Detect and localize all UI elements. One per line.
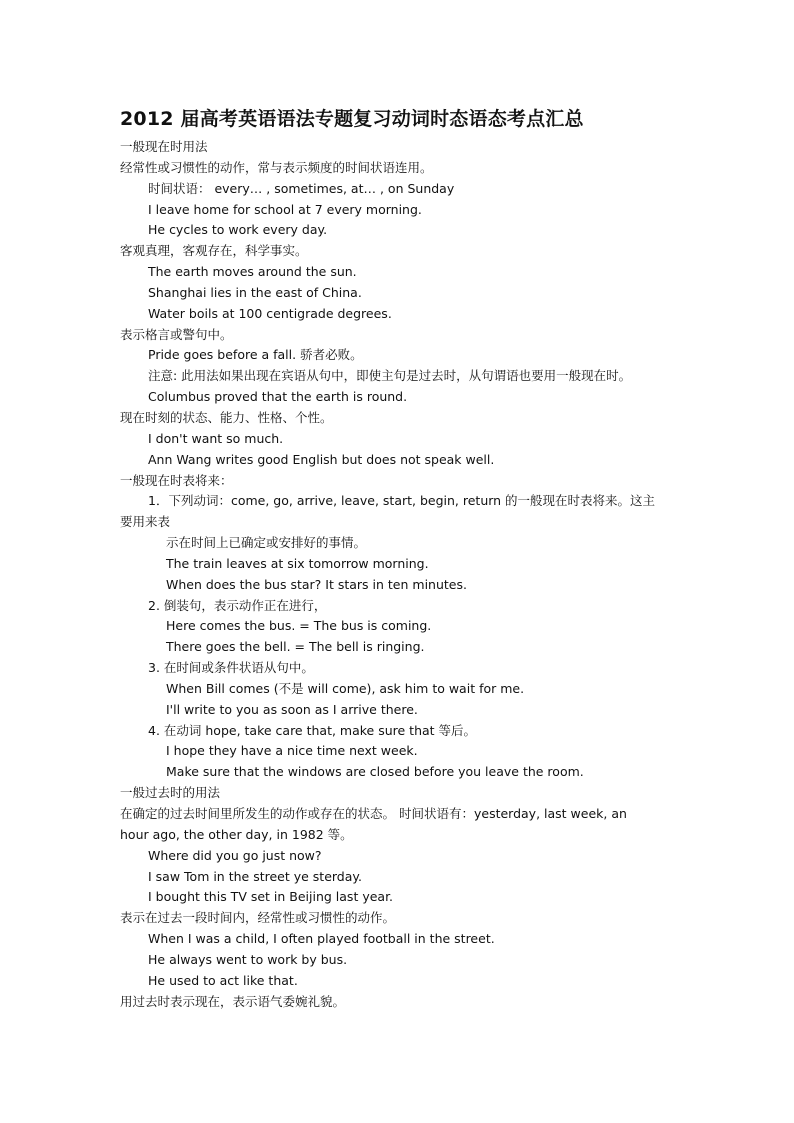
rule-text: 表示格言或警句中。 bbox=[120, 326, 233, 342]
note-line: 注意: 此用法如果出现在宾语从句中，即使主句是过去时，从句谓语也要用一般现在时。 bbox=[148, 368, 632, 384]
example-line: Where did you go just now? bbox=[148, 847, 322, 863]
numbered-rule: 4. 在动词 hope, take care that, make sure that 等后。 bbox=[148, 722, 477, 738]
example-line: When Bill comes (不是 will come), ask him to wait for me. bbox=[166, 680, 525, 696]
example-line: I don't want so much. bbox=[148, 430, 284, 446]
example-line: Here comes the bus. = The bus is coming. bbox=[166, 618, 432, 634]
example-line: Make sure that the windows are closed before you leave the room. bbox=[166, 764, 584, 780]
numbered-rule: 3. 在时间或条件状语从句中。 bbox=[148, 660, 314, 676]
example-line: He cycles to work every day. bbox=[148, 222, 328, 238]
example-line: When I was a child, I often played football in the street. bbox=[148, 931, 495, 947]
section-heading: 一般现在时表将来： bbox=[120, 472, 233, 488]
document-title: 2012 届高考英语语法专题复习动词时态语态考点汇总 bbox=[120, 108, 584, 130]
example-line: Columbus proved that the earth is round. bbox=[148, 389, 408, 405]
example-line: I hope they have a nice time next week. bbox=[166, 743, 418, 759]
example-line: I leave home for school at 7 every morning. bbox=[148, 201, 422, 217]
rule-text: 要用来表 bbox=[120, 514, 171, 530]
section-heading: 一般现在时用法 bbox=[120, 139, 208, 154]
rule-text: 经常性或习惯性的动作，常与表示频度的时间状语连用。 bbox=[120, 159, 433, 175]
example-line: The earth moves around the sun. bbox=[148, 264, 357, 280]
rule-text: 客观真理，客观存在，科学事实。 bbox=[120, 243, 308, 259]
example-line: When does the bus star? It stars in ten minutes. bbox=[166, 576, 467, 592]
example-line: I bought this TV set in Beijing last year. bbox=[148, 889, 394, 905]
rule-text: 在确定的过去时间里所发生的动作或存在的状态。 时间状语有：yesterday, last week, an bbox=[120, 806, 627, 821]
example-line: 时间状语： every… , sometimes, at… , on Sunday bbox=[148, 180, 455, 196]
example-line: Ann Wang writes good English but does not speak well. bbox=[148, 451, 495, 467]
example-line: He used to act like that. bbox=[148, 972, 298, 988]
example-line: The train leaves at six tomorrow morning. bbox=[166, 555, 429, 571]
rule-text: 示在时间上已确定或安排好的事情。 bbox=[166, 535, 367, 551]
rule-text: 表示在过去一段时间内，经常性或习惯性的动作。 bbox=[120, 910, 396, 926]
rule-text: hour ago, the other day, in 1982 等。 bbox=[120, 826, 353, 842]
example-line: Water boils at 100 centigrade degrees. bbox=[148, 305, 392, 321]
rule-text: 现在时刻的状态、能力、性格、个性。 bbox=[120, 409, 333, 425]
numbered-rule: 1．下列动词：come, go, arrive, leave, start, begin, return 的一般现在时表将来。这主 bbox=[148, 493, 656, 509]
example-line: He always went to work by bus. bbox=[148, 951, 348, 967]
example-line: Pride goes before a fall. 骄者必败。 bbox=[148, 347, 363, 363]
numbered-rule: 2. 倒装句，表示动作正在进行， bbox=[148, 597, 327, 613]
document-body bbox=[0, 137, 794, 1012]
example-line: There goes the bell. = The bell is ringing. bbox=[166, 639, 425, 655]
rule-text: 用过去时表示现在，表示语气委婉礼貌。 bbox=[120, 993, 346, 1009]
example-line: I saw Tom in the street ye sterday. bbox=[148, 868, 362, 884]
example-line: Shanghai lies in the east of China. bbox=[148, 284, 362, 300]
section-heading: 一般过去时的用法 bbox=[120, 785, 221, 801]
example-line: I'll write to you as soon as I arrive there. bbox=[166, 701, 418, 717]
